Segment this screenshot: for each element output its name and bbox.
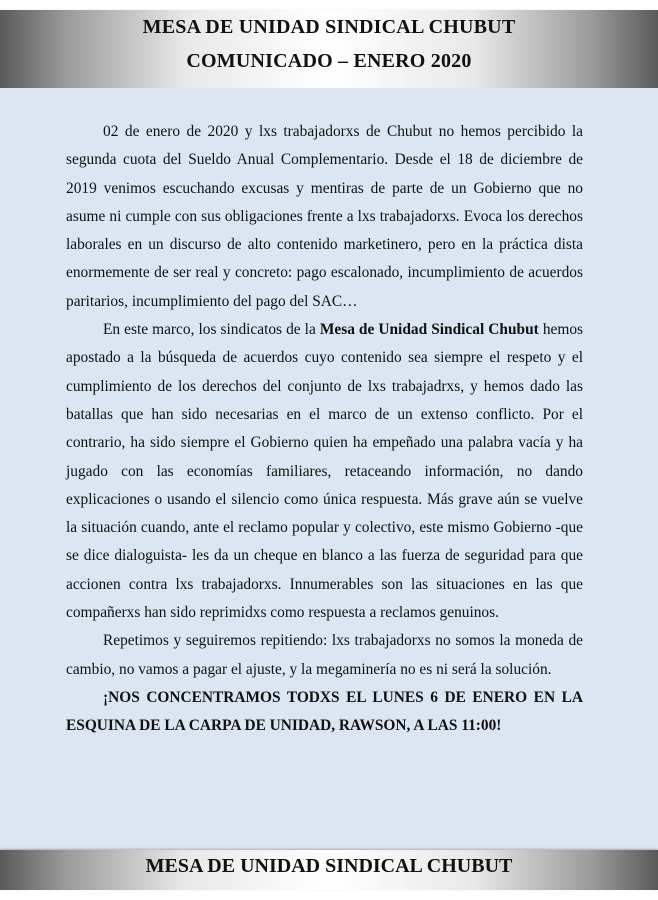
header-banner xyxy=(0,10,658,88)
rally-callout: ¡NOS CONCENTRAMOS TODXS EL LUNES 6 DE ENERO EN LA ESQUINA DE LA CARPA DE UNIDAD, RAWSON, A LAS 11:00! xyxy=(66,688,583,735)
paragraph-1: 02 de enero de 2020 y lxs trabajadorxs de Chubut no hemos percibido la segunda cuota del Sueldo Anual Complementario. Desde el 18 de diciembre de 2019 venimos escuchando excusas y mentiras de parte de un Gobierno que no asume ni cumple con sus obligaciones frente a lxs trabajadorxs. Evoca los derechos laborales en un discurso de alto contenido marketinero, pero en la práctica dista enormemente de ser real y concreto: pago escalonado, incumplimiento de acuerdos paritarios, incumplimiento del pago del SAC… xyxy=(66,123,583,310)
paragraph-2-rest: hemos apostado a la búsqueda de acuerdos cuyo contenido sea siempre el respeto y el cumplimiento de los derechos del conjunto de lxs trabajadrxs, y hemos dado las batallas que han sido necesarias en el marco de un extenso conflicto. Por el contrario, ha sido siempre el Gobierno quien ha empeñado una palabra vacía y ha jugado con las economías familiares, retaceando información, no dando explicaciones o usando el silencio como única respuesta. Más grave aún se vuelve la situación cuando, ante el reclamo popular y colectivo, este mismo Gobierno -que se dice dialoguista- les da un cheque en blanco a las fuerza de seguridad para que accionen contra lxs trabajadorxs. Innumerables son las situaciones en las que compañerxs han sido reprimidxs como respuesta a reclamos genuinos. xyxy=(66,321,583,622)
header-organization-title: MESA DE UNIDAD SINDICAL CHUBUT xyxy=(142,16,516,38)
body-text xyxy=(66,118,583,741)
paragraph-3: Repetimos y seguiremos repitiendo: lxs trabajadorxs no somos la moneda de cambio, no vamos a pagar el ajuste, y la megaminería no es ni será la solución. xyxy=(66,632,583,678)
header-communique-title: COMUNICADO – ENERO 2020 xyxy=(186,50,472,72)
content-panel xyxy=(0,88,658,850)
paragraph-2 xyxy=(66,316,583,627)
footer-banner xyxy=(0,850,658,890)
paragraph-2-start: En este marco, los sindicatos de la xyxy=(103,321,320,339)
footer-organization-title: MESA DE UNIDAD SINDICAL CHUBUT xyxy=(145,855,513,877)
organization-name-bold: Mesa de Unidad Sindical Chubut xyxy=(319,321,539,339)
